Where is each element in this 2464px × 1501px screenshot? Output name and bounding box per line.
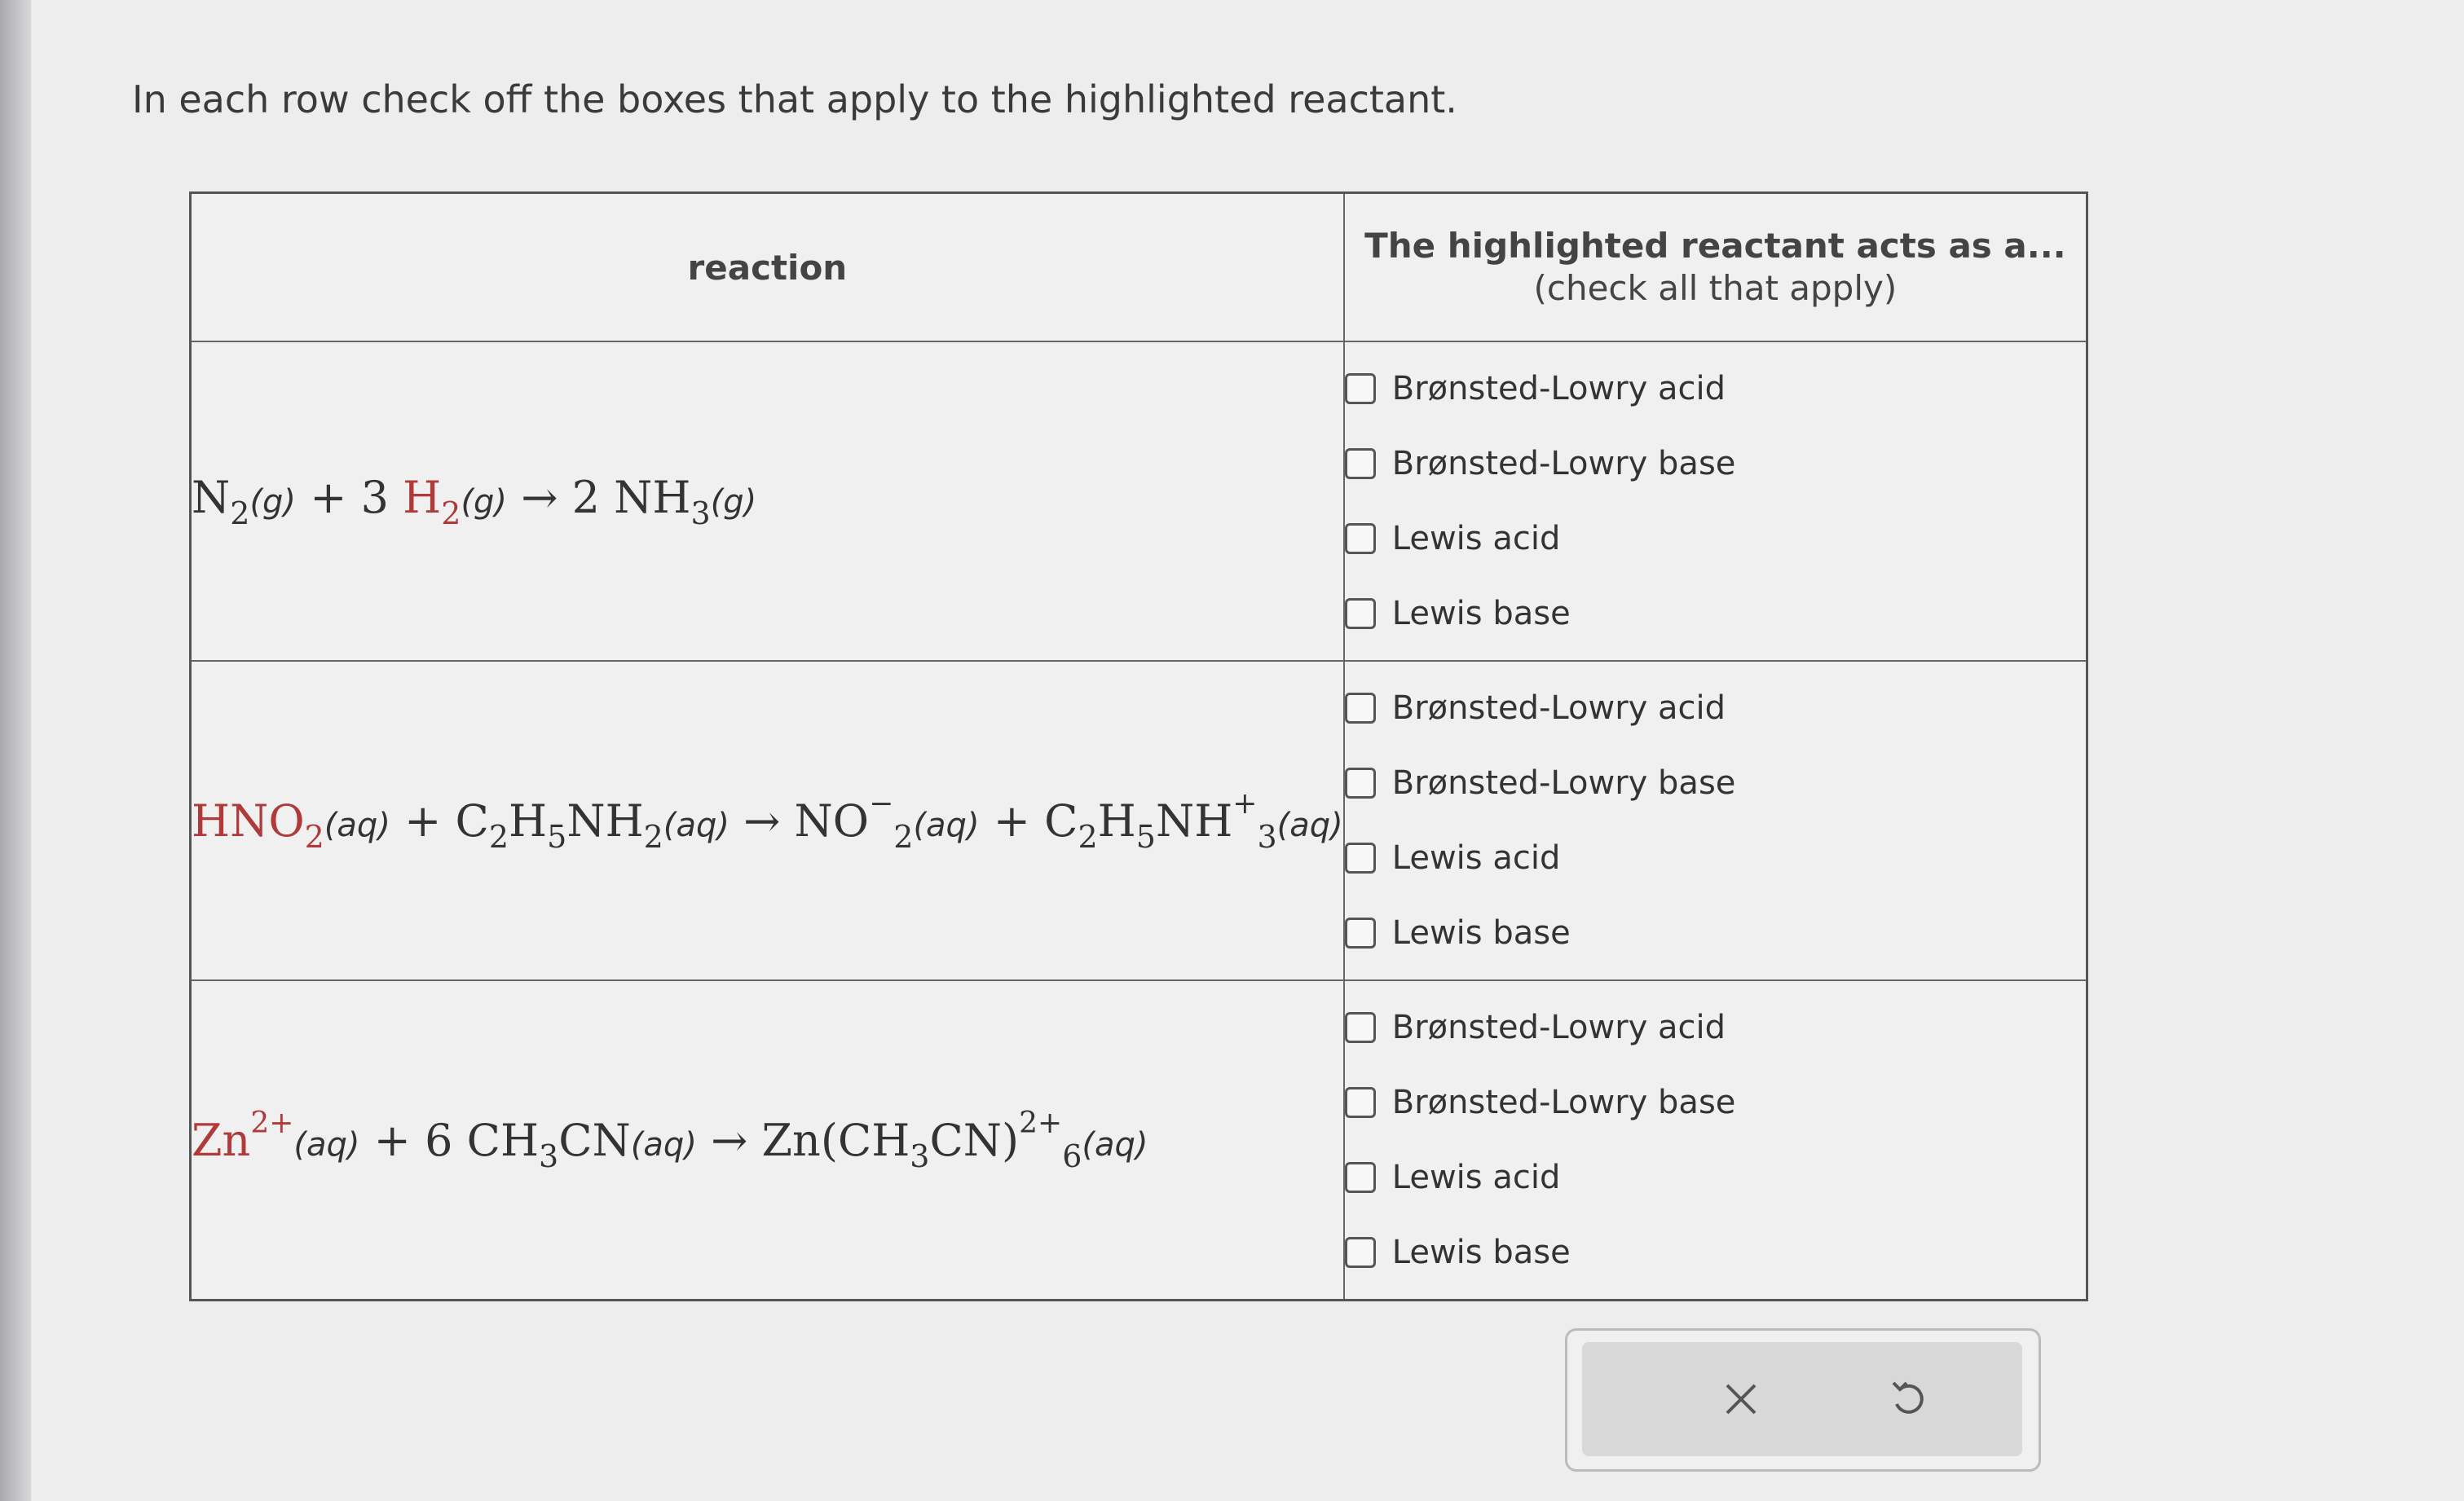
option-bronsted-base[interactable] — [1345, 426, 2086, 501]
phase-label: (g) — [710, 482, 757, 521]
header-reaction: reaction — [191, 193, 1344, 342]
option-bronsted-acid[interactable] — [1345, 671, 2086, 746]
option-bronsted-base[interactable] — [1345, 746, 2086, 821]
coefficient: 3 — [360, 471, 403, 523]
charge: 2+ — [250, 1106, 294, 1140]
coefficient: 6 — [425, 1114, 467, 1166]
product-2: NH — [1155, 795, 1233, 847]
option-label: Brønsted-Lowry base — [1391, 1084, 1736, 1121]
option-label: Lewis base — [1391, 914, 1571, 952]
header-acts — [1344, 193, 2087, 342]
option-lewis-acid[interactable] — [1345, 821, 2086, 896]
checkbox[interactable] — [1345, 843, 1376, 874]
checkbox[interactable] — [1345, 523, 1376, 554]
checkbox[interactable] — [1345, 448, 1376, 479]
option-lewis-acid[interactable] — [1345, 501, 2086, 576]
options-cell — [1344, 980, 2087, 1301]
charge: 2+ — [1019, 1106, 1063, 1140]
subscript: 5 — [1135, 818, 1156, 855]
reaction-equation — [192, 787, 1343, 855]
option-label: Brønsted-Lowry base — [1391, 445, 1736, 482]
subscript: 2 — [230, 495, 250, 531]
option-lewis-base[interactable] — [1345, 576, 2086, 651]
action-bar — [1565, 1328, 2041, 1472]
checkbox[interactable] — [1345, 598, 1376, 629]
reaction-arrow: → — [696, 1114, 762, 1166]
table-row — [191, 661, 2087, 980]
plus-sign: + — [296, 471, 361, 523]
table-row — [191, 980, 2087, 1301]
phase-label: (aq) — [324, 806, 390, 844]
checkbox[interactable] — [1345, 1012, 1376, 1043]
reaction-arrow: → — [729, 795, 795, 847]
reaction-cell — [191, 341, 1344, 661]
option-label: Lewis acid — [1391, 520, 1561, 557]
option-lewis-base[interactable] — [1345, 896, 2086, 971]
reaction-cell — [191, 980, 1344, 1301]
product-1: NH — [614, 471, 691, 523]
option-label: Brønsted-Lowry acid — [1391, 370, 1726, 407]
reactant-2: NH — [566, 795, 644, 847]
plus-sign: + — [390, 795, 456, 847]
option-label: Brønsted-Lowry acid — [1391, 1009, 1726, 1046]
options-cell — [1344, 661, 2087, 980]
coefficient: 2 — [571, 471, 615, 523]
reactant-1: N — [192, 471, 231, 523]
phase-label: (g) — [461, 482, 508, 521]
phase-label: (aq) — [1276, 806, 1343, 844]
phase-label: (aq) — [913, 806, 980, 844]
reactant-2: H — [509, 795, 548, 847]
product-2: H — [1097, 795, 1136, 847]
phase-label: (aq) — [663, 806, 730, 844]
subscript: 2 — [893, 818, 914, 855]
reaction-cell — [191, 661, 1344, 980]
checkbox[interactable] — [1345, 768, 1376, 799]
option-label: Lewis acid — [1391, 839, 1561, 877]
undo-button[interactable] — [1871, 1362, 1945, 1436]
phase-label: (g) — [249, 482, 297, 521]
phase-label: (aq) — [1082, 1125, 1148, 1164]
product-1: NO — [794, 795, 870, 847]
reactant-2: H — [403, 471, 442, 523]
subscript: 3 — [910, 1138, 930, 1174]
subscript: 2 — [304, 818, 324, 855]
option-bronsted-acid[interactable] — [1345, 351, 2086, 426]
phase-label: (aq) — [630, 1125, 697, 1164]
highlighted-reactant — [192, 795, 324, 855]
reaction-equation — [192, 472, 756, 531]
product-2: C — [1044, 795, 1078, 847]
header-acts-subtitle: (check all that apply) — [1533, 268, 1898, 308]
product-1: Zn(CH — [761, 1114, 910, 1166]
close-icon — [1721, 1379, 1761, 1420]
undo-icon — [1885, 1376, 1931, 1422]
highlighted-reactant — [192, 1106, 294, 1166]
reactant-2: CH — [466, 1114, 540, 1166]
charge: − — [869, 786, 894, 821]
checkbox[interactable] — [1345, 1237, 1376, 1268]
subscript: 2 — [643, 818, 663, 855]
table-row — [191, 341, 2087, 661]
option-label: Brønsted-Lowry acid — [1391, 689, 1726, 727]
option-label: Lewis base — [1391, 595, 1571, 632]
subscript: 3 — [1257, 818, 1277, 855]
option-label: Lewis acid — [1391, 1159, 1561, 1196]
subscript: 3 — [539, 1138, 559, 1174]
subscript: 2 — [441, 495, 461, 531]
reactant-1: Zn — [192, 1114, 251, 1166]
phase-label: (aq) — [293, 1125, 360, 1164]
reactant-2: C — [455, 795, 489, 847]
clear-button[interactable] — [1704, 1362, 1778, 1436]
highlighted-reactant — [403, 471, 461, 531]
checkbox[interactable] — [1345, 1087, 1376, 1118]
checkbox[interactable] — [1345, 918, 1376, 949]
subscript: 6 — [1062, 1138, 1082, 1174]
instructions: In each row check off the boxes that apply to the highlighted reactant. — [132, 77, 1457, 121]
plus-sign: + — [359, 1114, 425, 1166]
option-bronsted-acid[interactable] — [1345, 990, 2086, 1065]
product-1: CN) — [929, 1114, 1020, 1166]
reactant-2: CN — [558, 1114, 631, 1166]
option-lewis-base[interactable] — [1345, 1215, 2086, 1290]
plus-sign: + — [979, 795, 1045, 847]
subscript: 2 — [1078, 818, 1098, 855]
action-bar-inner — [1582, 1342, 2022, 1456]
option-lewis-acid[interactable] — [1345, 1140, 2086, 1215]
header-acts-title: The highlighted reactant acts as a... — [1364, 226, 2066, 266]
checkbox[interactable] — [1345, 693, 1376, 724]
subscript: 3 — [690, 495, 711, 531]
checkbox[interactable] — [1345, 373, 1376, 404]
question-table — [189, 191, 2088, 1301]
subscript: 2 — [488, 818, 509, 855]
subscript: 5 — [547, 818, 567, 855]
reaction-equation — [192, 1107, 1148, 1174]
reactant-1: HNO — [192, 795, 305, 847]
options-cell — [1344, 341, 2087, 661]
option-label: Brønsted-Lowry base — [1391, 764, 1736, 802]
checkbox[interactable] — [1345, 1162, 1376, 1193]
left-edge — [0, 0, 31, 1501]
option-bronsted-base[interactable] — [1345, 1065, 2086, 1140]
charge: + — [1232, 786, 1258, 821]
reaction-arrow: → — [507, 471, 572, 523]
option-label: Lewis base — [1391, 1234, 1571, 1271]
